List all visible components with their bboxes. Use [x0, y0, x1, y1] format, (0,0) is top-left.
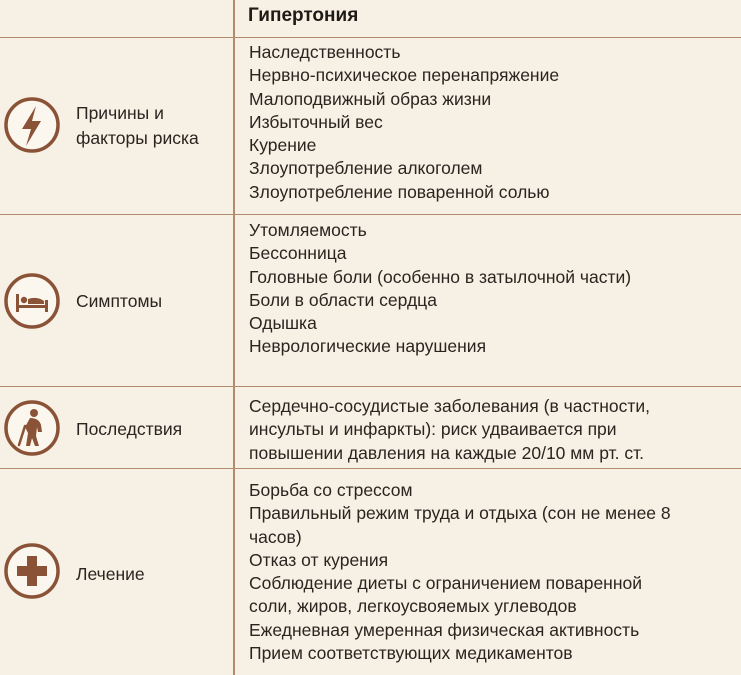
list-item: Отказ от курения: [249, 549, 389, 570]
row-causes-items: [249, 41, 729, 204]
row-consequences-items: [249, 395, 729, 465]
list-item: Малоподвижный образ жизни: [249, 88, 492, 109]
list-item: Злоупотребление алкоголем: [249, 158, 483, 179]
list-item: Прием соответствующих медикаментов: [249, 643, 573, 664]
list-item: часов): [249, 526, 302, 547]
list-item: Боли в области сердца: [249, 289, 437, 310]
row-symptoms-head: [0, 216, 233, 386]
list-item: Нервно-психическое перенапряжение: [249, 65, 560, 86]
list-item: соли, жиров, легкоусвояемых углеводов: [249, 596, 577, 617]
label-line: Лечение: [76, 564, 145, 584]
row-symptoms-items: [249, 219, 729, 359]
list-item: Неврологические нарушения: [249, 336, 487, 357]
column-divider: [233, 0, 235, 675]
row-consequences: [0, 388, 741, 469]
row-treatment-head: [0, 470, 233, 675]
row-causes-label: [76, 101, 199, 151]
list-item: Головные боли (особенно в затылочной части): [249, 266, 632, 287]
list-item: Избыточный вес: [249, 111, 383, 132]
list-item: Правильный режим труда и отдыха (сон не менее 8: [249, 503, 671, 524]
list-item: Ежедневная умеренная физическая активность: [249, 619, 640, 640]
table-title: Гипертония: [248, 5, 359, 26]
row-treatment-label: [76, 562, 145, 587]
medical-cross-icon: [3, 542, 61, 600]
list-item: Утомляемость: [249, 220, 367, 240]
list-item: Курение: [249, 135, 317, 156]
list-item: Борьба со стрессом: [249, 480, 413, 500]
row-causes: [0, 38, 741, 215]
row-symptoms: [0, 216, 741, 387]
label-line: Последствия: [76, 419, 183, 439]
list-item: Соблюдение диеты с ограничением поваренной: [249, 573, 643, 594]
row-treatment: [0, 470, 741, 675]
elderly-person-icon: [3, 399, 61, 457]
list-item: Наследственность: [249, 42, 401, 62]
list-item: инсульты и инфаркты): риск удваивается при: [249, 419, 617, 440]
row-treatment-items: [249, 479, 729, 665]
row-consequences-label: [76, 417, 182, 442]
list-item: Сердечно-сосудистые заболевания (в частности,: [249, 396, 651, 416]
row-symptoms-label: [76, 289, 162, 314]
row-causes-head: [0, 38, 233, 214]
label-line: Симптомы: [76, 291, 163, 311]
list-item: Злоупотребление поваренной солью: [249, 181, 550, 202]
lightning-icon: [3, 96, 61, 154]
bed-icon: [3, 272, 61, 330]
table-header: [0, 0, 741, 38]
label-line: факторы риска: [76, 128, 199, 148]
label-line: Причины и: [76, 103, 164, 123]
list-item: Бессонница: [249, 243, 347, 264]
row-consequences-head: [0, 388, 233, 468]
list-item: Одышка: [249, 313, 317, 334]
list-item: повышении давления на каждые 20/10 мм рт. ст.: [249, 442, 645, 463]
